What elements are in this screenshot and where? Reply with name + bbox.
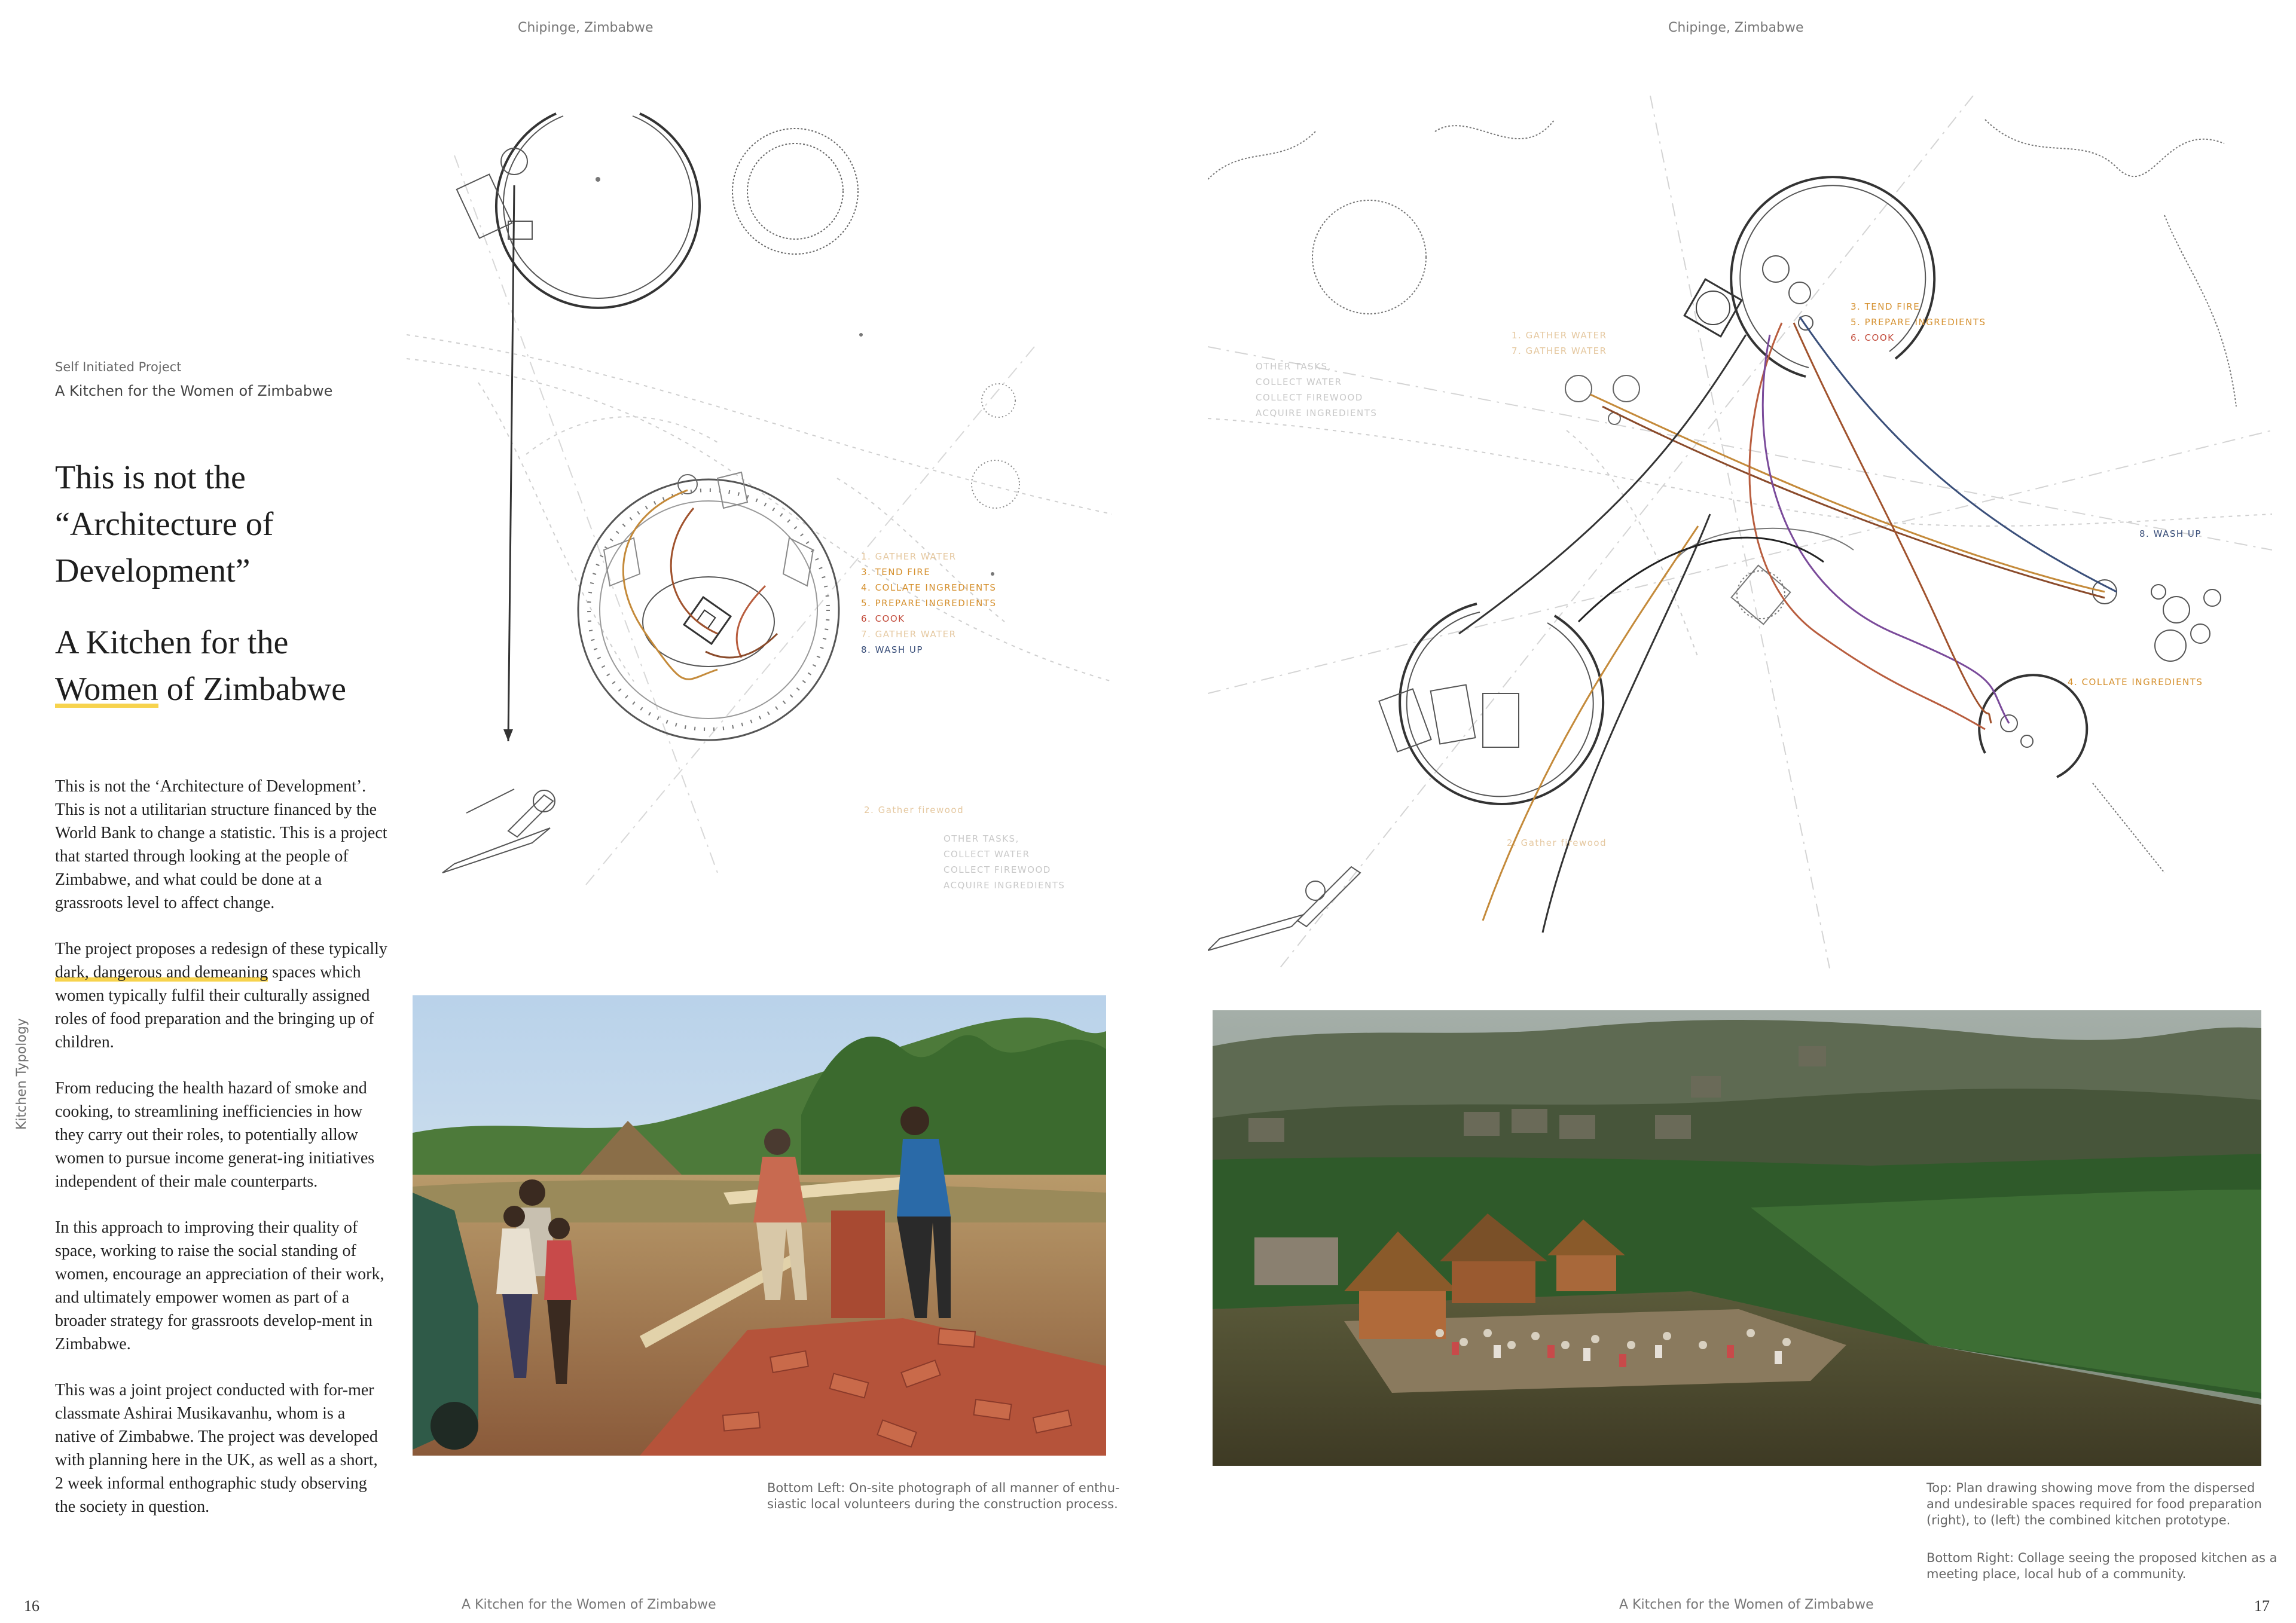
left-task-5: 5. PREPARE INGREDIENTS (861, 598, 997, 609)
project-eyebrow: Self Initiated Project (55, 360, 182, 374)
right-firewood-label: 2. Gather firewood (1507, 838, 1607, 848)
caption-bottom-left: Bottom Left: On-site photograph of all manner of enthu- siastic local volunteers during the construction process. (767, 1481, 1120, 1511)
right-fire-task-list: 3. TEND FIRE 5. PREPARE INGREDIENTS 6. COOK (1851, 301, 1986, 343)
caption-top: Top: Plan drawing showing move from the dispersed and undesirable spaces required for food preparation (right), to (left) the combined kitchen prototype. (1926, 1481, 2262, 1527)
footer-title-left: A Kitchen for the Women of Zimbabwe (462, 1597, 716, 1612)
title-line-3: Development” (55, 552, 251, 589)
running-header-right: Chipinge, Zimbabwe (1668, 20, 1804, 35)
vertical-section-label: Kitchen Typology (14, 1018, 29, 1130)
body-paragraph-5: This was a joint project conducted with for-mer classmate Ashirai Musikavanhu, whom is a native of Zimbabwe. The project was developed with planning here in the UK, as well as a short, 2 week informal enthographic study observing the society in question. (55, 1381, 378, 1516)
left-task-6: 6. COOK (861, 613, 905, 624)
page-number-left: 16 (24, 1597, 39, 1615)
caption-bottom-right: Bottom Right: Collage seeing the proposed kitchen as a meeting place, local hub of a community. (1926, 1551, 2277, 1581)
title-highlight: Women (55, 671, 158, 708)
body-paragraph-3: From reducing the health hazard of smoke and cooking, to streamlining inefficiencies in how they carry out their roles, to potentially allow women to pursue income generat-ing initiatives independent of their male counterparts. (55, 1079, 375, 1191)
left-task-1: 1. GATHER WATER (861, 551, 957, 562)
right-collate-label: 4. COLLATE INGREDIENTS (2068, 677, 2203, 687)
page-title (55, 454, 390, 713)
footer-title-right: A Kitchen for the Women of Zimbabwe (1619, 1597, 1874, 1612)
left-firewood-label: 2. Gather firewood (864, 805, 964, 815)
body-copy (55, 775, 390, 1541)
title-line-4: A Kitchen for the (55, 624, 289, 661)
left-task-3: 3. TEND FIRE (861, 567, 931, 577)
right-wash-up-label: 8. WASH UP (2139, 528, 2202, 539)
left-task-8: 8. WASH UP (861, 644, 923, 655)
running-header-left: Chipinge, Zimbabwe (518, 20, 654, 35)
construction-photo (413, 995, 1106, 1456)
project-subtitle: A Kitchen for the Women of Zimbabwe (55, 383, 333, 399)
body-paragraph-1: This is not the ‘Architecture of Development’. This is not a utilitarian structure financed by the World Bank to change a statistic. This is a project that started through looking at the people of Zimbabwe, and what could be done at a grassroots level to affect change. (55, 777, 387, 912)
community-collage-image (1213, 1010, 2261, 1466)
body-highlight: dark, dangerous and demeaning (55, 963, 268, 982)
title-line-5 (55, 666, 390, 713)
left-task-7: 7. GATHER WATER (861, 629, 957, 640)
right-water-task-list: 1. GATHER WATER 7. GATHER WATER (1512, 330, 1607, 356)
right-other-tasks: OTHER TASKS, COLLECT WATER COLLECT FIREWOOD ACQUIRE INGREDIENTS (1256, 361, 1378, 418)
left-other-tasks: OTHER TASKS, COLLECT WATER COLLECT FIREWOOD ACQUIRE INGREDIENTS (944, 833, 1065, 891)
page-number-right: 17 (2254, 1597, 2270, 1615)
title-line-2: “Architecture of (55, 506, 274, 543)
title-line-1: This is not the (55, 459, 246, 496)
left-task-4: 4. COLLATE INGREDIENTS (861, 582, 997, 593)
title-line-5-rest: of Zimbabwe (158, 671, 346, 708)
combined-kitchen-plan-drawing (407, 96, 1112, 921)
body-paragraph-4: In this approach to improving their quality of space, working to raise the social standing of women, encourage an appreciation of their work, and ultimately empower women as part of a broader strategy for grassroots develop-ment in Zimbabwe. (55, 1218, 384, 1353)
dispersed-spaces-plan-drawing (1208, 96, 2272, 968)
left-task-list (861, 549, 997, 658)
body-paragraph-2: The project proposes a redesign of these typically dark, dangerous and demeaning spaces which women typically fulfil their culturally assigned roles of food preparation and the bringing up of children. (55, 940, 387, 1052)
